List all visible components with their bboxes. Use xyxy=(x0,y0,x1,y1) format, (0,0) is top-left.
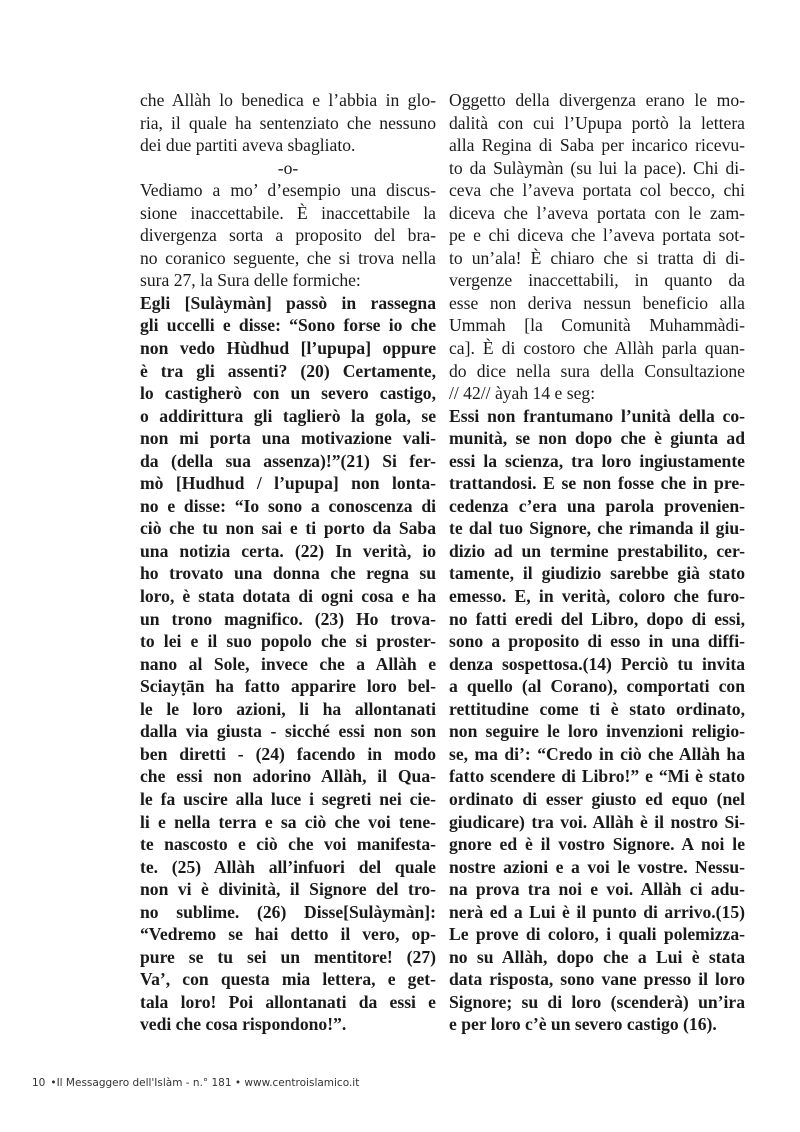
quote-line: te. (25) Allàh all’infuori del quale xyxy=(140,856,436,877)
text-line: dalità con cui l’Upupa portò la lettera xyxy=(449,112,745,133)
text-line: to da Sulàymàn (su lui la pace). Chi di- xyxy=(449,157,745,178)
quote-line: cedenza c’era una parola provenien- xyxy=(449,495,745,516)
quote-line: a quello (al Corano), comportati con xyxy=(449,676,745,697)
left-paragraph-1 xyxy=(140,89,436,157)
quote-line: una notizia certa. (22) In verità, io xyxy=(140,540,436,561)
quote-line: no fatti eredi del Libro, dopo di essi, xyxy=(449,608,745,629)
text-line: che Allàh lo benedica e l’abbia in glo- xyxy=(140,90,436,110)
quote-line: nostre azioni e a voi le vostre. Nessu- xyxy=(449,856,745,877)
text-line: pe e chi diceva che l’aveva portata sot- xyxy=(449,225,745,246)
text-line: sura 27, la Sura delle formiche: xyxy=(140,270,361,291)
quote-line: da (della sua assenza)!”(21) Si fer- xyxy=(140,450,436,471)
quote-line: trattandosi. E se non fosse che in pre- xyxy=(449,473,745,494)
quote-line: no sublime. (26) Disse[Sulàymàn]: xyxy=(140,901,436,922)
text-line: Vediamo a mo’ d’esempio una discus- xyxy=(140,180,436,201)
quote-line: munità, se non dopo che è giunta ad xyxy=(449,428,745,449)
quote-line: nerà ed a Lui è il punto di arrivo.(15) xyxy=(449,901,745,922)
left-paragraph-2 xyxy=(140,179,436,292)
quote-line: data risposta, sono vane presso il loro xyxy=(449,969,745,990)
section-separator: -o- xyxy=(277,157,299,178)
text-line: Oggetto della divergenza erano le mo- xyxy=(449,90,745,110)
quote-line: Signore; su di loro (scenderà) un’ira xyxy=(449,991,745,1012)
quote-line: fatto scendere di Libro!” e “Mi è stato xyxy=(449,766,745,787)
quote-line: ordinato di esser giusto ed equo (nel xyxy=(449,788,745,809)
quran-quote-sura-42 xyxy=(449,405,745,1036)
text-line: no coranico seguente, che si trova nella xyxy=(140,247,436,268)
quote-line: non vedo Hùdhud [l’upupa] oppure xyxy=(140,338,436,359)
quote-line: essi la scienza, tra loro ingiustamente xyxy=(449,450,745,471)
text-line: ria, il quale ha sentenziato che nessuno xyxy=(140,112,436,133)
quote-line: “Vedremo se hai detto il vero, op- xyxy=(140,924,436,945)
quote-line: è tra gli assenti? (20) Certamente, xyxy=(140,360,436,381)
quote-line: le fa uscire alla luce i segreti nei cie- xyxy=(140,788,436,809)
quote-line: ho trovato una donna che regna su xyxy=(140,563,436,584)
quote-line: che essi non adorino Allàh, il Qua- xyxy=(140,766,436,787)
quote-line: ben diretti - (24) facendo in modo xyxy=(140,743,436,764)
quote-line: sono a proposito di esso in una diffi- xyxy=(449,631,745,652)
quote-line: emesso. E, in verità, coloro che furo- xyxy=(449,586,745,607)
quote-line: tamente, il giudizio sarebbe già stato xyxy=(449,563,745,584)
quote-line: pure se tu sei un mentitore! (27) xyxy=(140,946,436,967)
quran-quote-sura-27 xyxy=(140,292,436,1036)
quote-line: to lei e il suo popolo che si proster- xyxy=(140,631,436,652)
quote-line: un trono magnifico. (23) Ho trova- xyxy=(140,608,436,629)
page-footer xyxy=(32,1077,359,1089)
quote-line: mò [Hudhud / l’upupa] non lonta- xyxy=(140,473,436,494)
quote-line: non seguire le loro invenzioni religio- xyxy=(449,721,745,742)
right-paragraph-1 xyxy=(449,89,745,405)
quote-line: Va’, con questa mia lettera, e get- xyxy=(140,969,436,990)
quote-line: non vi è divinità, il Signore del tro- xyxy=(140,879,436,900)
footer-publication-info: •Il Messaggero dell'Islàm - n.° 181 • www.centroislamico.it xyxy=(50,1077,360,1089)
quote-line: na prova tra noi e voi. Allàh ci adu- xyxy=(449,879,745,900)
text-line: ceva che l’aveva portata col becco, chi xyxy=(449,180,745,201)
right-column xyxy=(449,89,745,1036)
quote-line: gnore ed è il vostro Signore. A noi le xyxy=(449,834,745,855)
text-line: Ummah [la Comunità Muhammàdi- xyxy=(449,315,745,336)
quote-line: loro, è stata dotata di ogni cosa e ha xyxy=(140,586,436,607)
page-number: 10 xyxy=(32,1077,46,1089)
quote-line: Egli [Sulàymàn] passò in rassegna xyxy=(140,292,436,313)
quote-line: denza sospettosa.(14) Perciò tu invita xyxy=(449,653,745,674)
quote-line: Sciayṭān ha fatto apparire loro bel- xyxy=(140,676,436,697)
quote-line: le le loro azioni, li ha allontanati xyxy=(140,698,436,719)
text-line: esse non deriva nessun beneficio alla xyxy=(449,292,745,313)
text-line: diceva che l’aveva portata con le zam- xyxy=(449,202,745,223)
quote-line: rettitudine come ti è stato ordinato, xyxy=(449,698,745,719)
text-line: dei due partiti aveva sbagliato. xyxy=(140,135,356,156)
quote-line: li e nella terra e sa ciò che voi tene- xyxy=(140,811,436,832)
quote-line: vedi che cosa rispondono!”. xyxy=(140,1014,347,1035)
quote-line: lo castigherò con un severo castigo, xyxy=(140,383,436,404)
text-line: vergenze inaccettabili, in quanto da xyxy=(449,270,745,291)
quote-line: se, ma di’: “Credo in ciò che Allàh ha xyxy=(449,743,745,764)
quote-line: no su Allàh, dopo che a Lui è stata xyxy=(449,946,745,967)
quote-line: te dal tuo Signore, che rimanda il giu- xyxy=(449,518,745,539)
left-column xyxy=(140,89,436,1036)
text-line: do dice nella sura della Consultazione xyxy=(449,360,745,381)
text-line: divergenza sorta a proposito del bra- xyxy=(140,225,436,246)
quote-line: e per loro c’è un severo castigo (16). xyxy=(449,1014,717,1035)
quote-line: gli uccelli e disse: “Sono forse io che xyxy=(140,315,436,336)
text-line: sione inaccettabile. È inaccettabile la xyxy=(140,202,436,223)
quote-line: te nascosto e ciò che voi manifesta- xyxy=(140,834,436,855)
quote-line: giudicare) tra voi. Allàh è il nostro Si- xyxy=(449,811,745,832)
quote-line: dizio ad un termine prestabilito, cer- xyxy=(449,540,745,561)
quote-line: dalla via giusta - sicché essi non son xyxy=(140,721,436,742)
quote-line: non mi porta una motivazione vali- xyxy=(140,428,436,449)
text-line: alla Regina di Saba per incarico ricevu- xyxy=(449,135,745,156)
quote-line: nano al Sole, invece che a Allàh e xyxy=(140,653,436,674)
text-line: ca]. È di costoro che Allàh parla quan- xyxy=(449,338,745,359)
quote-line: ciò che tu non sai e ti porto da Saba xyxy=(140,518,436,539)
text-line: // 42// àyah 14 e seg: xyxy=(449,383,596,404)
text-line: to un’ala! È chiaro che si tratta di di- xyxy=(449,247,745,268)
quote-line: o addirittura gli taglierò la gola, se xyxy=(140,405,436,426)
quote-line: no e disse: “Io sono a conoscenza di xyxy=(140,495,436,516)
quote-line: tala loro! Poi allontanati da essi e xyxy=(140,991,436,1012)
quote-line: Essi non frantumano l’unità della co- xyxy=(449,405,745,426)
quote-line: Le prove di coloro, i quali polemizza- xyxy=(449,924,745,945)
